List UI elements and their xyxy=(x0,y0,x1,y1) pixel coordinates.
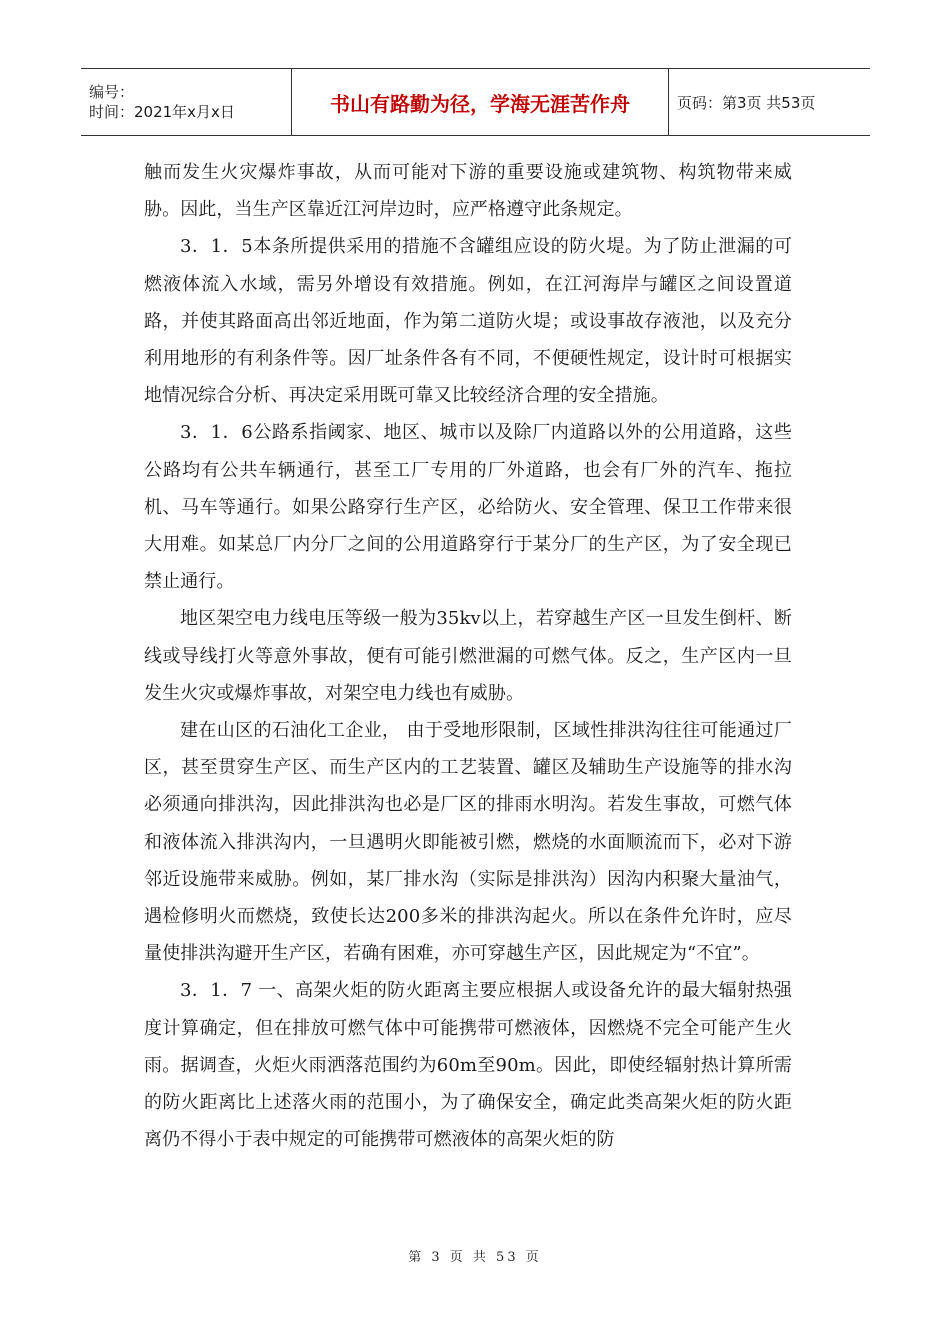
document-body xyxy=(144,154,792,1158)
paragraph: 3．1．5本条所提供采用的措施不含罐组应设的防火堤。为了防止泄漏的可燃液体流入水域，需另外增设有效措施。例如，在江河海岸与罐区之间设置道路，并使其路面高出邻近地面，作为第二道防火堤；或设事故存液池，以及充分利用地形的有利条件等。因厂址条件各有不同，不便硬性规定，设计时可根据实地情况综合分析、再决定采用既可靠又比较经济合理的安全措施。 xyxy=(144,236,792,407)
paragraph: 建在山区的石油化工企业， 由于受地形限制，区域性排洪沟往往可能通过厂区，甚至贯穿生产区、而生产区内的工艺装置、罐区及辅助生产设施等的排水沟必须通向排洪沟，因此排洪沟也必是厂区的排雨水明沟。若发生事故，可燃气体和液体流入排洪沟内，一旦遇明火即能被引燃，燃烧的水面顺流而下，必对下游邻近设施带来威胁。例如，某厂排水沟（实际是排洪沟）因沟内积聚大量油气，遇检修明火而燃烧，致使长达200多米的排洪沟起火。所以在条件允许时，应尽量使排洪沟避开生产区，若确有困难，亦可穿越生产区，因此规定为“不宜”。 xyxy=(144,720,792,965)
document-time: 时间：2021年x月x日 xyxy=(89,103,235,121)
paragraph: 地区架空电力线电压等级一般为35kv以上，若穿越生产区一旦发生倒杆、断线或导线打火等意外事故，便有可能引燃泄漏的可燃气体。反之，生产区内一旦发生火灾或爆炸事故，对架空电力线也有威胁。 xyxy=(144,608,792,704)
header-meta xyxy=(81,69,292,136)
paragraph: 触而发生火灾爆炸事故，从而可能对下游的重要设施或建筑物、构筑物带来威胁。因此，当生产区靠近江河岸边时，应严格遵守此条规定。 xyxy=(144,162,792,221)
document-number: 编号： xyxy=(89,83,135,101)
paragraph: 3．1．7 一、高架火炬的防火距离主要应根据人或设备允许的最大辐射热强度计算确定，但在排放可燃气体中可能携带可燃液体，因燃烧不完全可能产生火雨。据调查，火炬火雨洒落范围约为60m至90m。因此，即使经辐射热计算所需的防火距离比上述落火雨的范围小，为了确保安全，确定此类高架火炬的防火距离仍不得小于表中规定的可能携带可燃液体的高架火炬的防 xyxy=(144,980,792,1151)
paragraph: 3．1．6公路系指阈家、地区、城市以及除厂内道路以外的公用道路，这些公路均有公共车辆通行，甚至工厂专用的厂外道路，也会有厂外的汽车、拖拉机、马车等通行。如果公路穿行生产区，必给防火、安全管理、保卫工作带来很大用难。如某总厂内分厂之间的公用道路穿行于某分厂的生产区，为了安全现已禁止通行。 xyxy=(144,422,792,593)
page-header xyxy=(81,68,870,136)
header-motto: 书山有路勤为径，学海无涯苦作舟 xyxy=(292,69,669,136)
page-footer: 第 3 页 共 53 页 xyxy=(408,1250,542,1265)
header-page-info: 页码：第3页 共53页 xyxy=(669,69,871,136)
